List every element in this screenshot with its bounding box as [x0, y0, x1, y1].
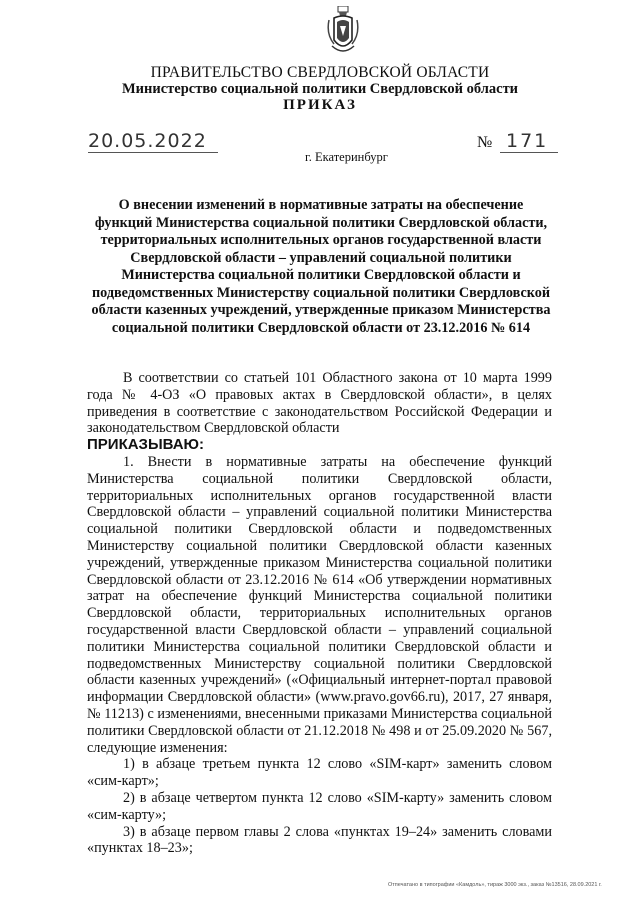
document-number: 171 — [506, 130, 549, 152]
subitem-3: 3) в абзаце первом главы 2 слова «пунктах 19–24» заменить словами «пунктах 18–23»; — [87, 823, 552, 857]
coat-of-arms-icon — [326, 6, 360, 58]
subitem-2: 2) в абзаце четвертом пункта 12 слово «SIM-карту» заменить словом «сим-карту»; — [87, 789, 552, 823]
document-title: О внесении изменений в нормативные затраты на обеспечение функций Министерства социальной политики Свердловской области, территориальных исполнительных органов государственной власти Свердловской области – управлений социальной политики Министерства социальной политики Свердловской области и подведомственных Министерству социальной политики Свердловской области казенных учреждений, утвержденные приказом Министерства социальной политики Свердловской области от 23.12.2016 № 614 — [91, 197, 551, 336]
print-footer: Отпечатано в типографии «Камдоль», тираж 3000 экз., заказ №13516, 28.09.2021 г. — [388, 882, 602, 888]
subitem-1: 1) в абзаце третьем пункта 12 слово «SIM-карт» заменить словом «сим-карт»; — [87, 756, 552, 790]
document-type: ПРИКАЗ — [283, 97, 357, 113]
order-word: ПРИКАЗЫВАЮ: — [87, 436, 205, 454]
government-name: ПРАВИТЕЛЬСТВО СВЕРДЛОВСКОЙ ОБЛАСТИ — [150, 64, 490, 81]
document-date: 20.05.2022 — [88, 130, 207, 152]
ministry-name: Министерство социальной политики Свердловской области — [121, 81, 519, 97]
item-1: 1. Внести в нормативные затраты на обеспечение функций Министерства социальной политики Свердловской области, территориальных исполнительных органов государственной власти Свердловской области – управлений социальной политики Министерства социальной политики Свердловской области и подведомственных Министерству социальной политики Свердловской области казенных учреждений, утвержденные приказом Министерства социальной политики Свердловской области от 23.12.2016 № 614 «Об утверждении нормативных затрат на обеспечение функций Министерства социальной политики Свердловской области, территориальных исполнительных органов государственной власти Свердловской области – управлений социальной политики Министерства социальной политики Свердловской области и подведомственных Министерству социальной политики Свердловской области казенных учреждений» («Официальный интернет-портал правовой информации Свердловской области» (www.pravo.gov66.ru), 2017, 27 января, № 11213) с изменениями, внесенными приказами Министерства социальной политики Свердловской области от 21.12.2018 № 498 и от 25.09.2020 № 567, следующие изменения: — [87, 453, 552, 756]
number-label: № — [477, 134, 493, 151]
city: г. Екатеринбург — [305, 150, 388, 164]
document-body — [87, 370, 552, 857]
date-underline — [88, 152, 218, 153]
number-underline — [500, 152, 558, 153]
preamble: В соответствии со статьей 101 Областного закона от 10 марта 1999 года № 4-ОЗ «О правовых актах в Свердловской области», в целях приведения в соответствие с законодательством Российской Федерации и законодательством Свердловской области — [87, 370, 552, 437]
